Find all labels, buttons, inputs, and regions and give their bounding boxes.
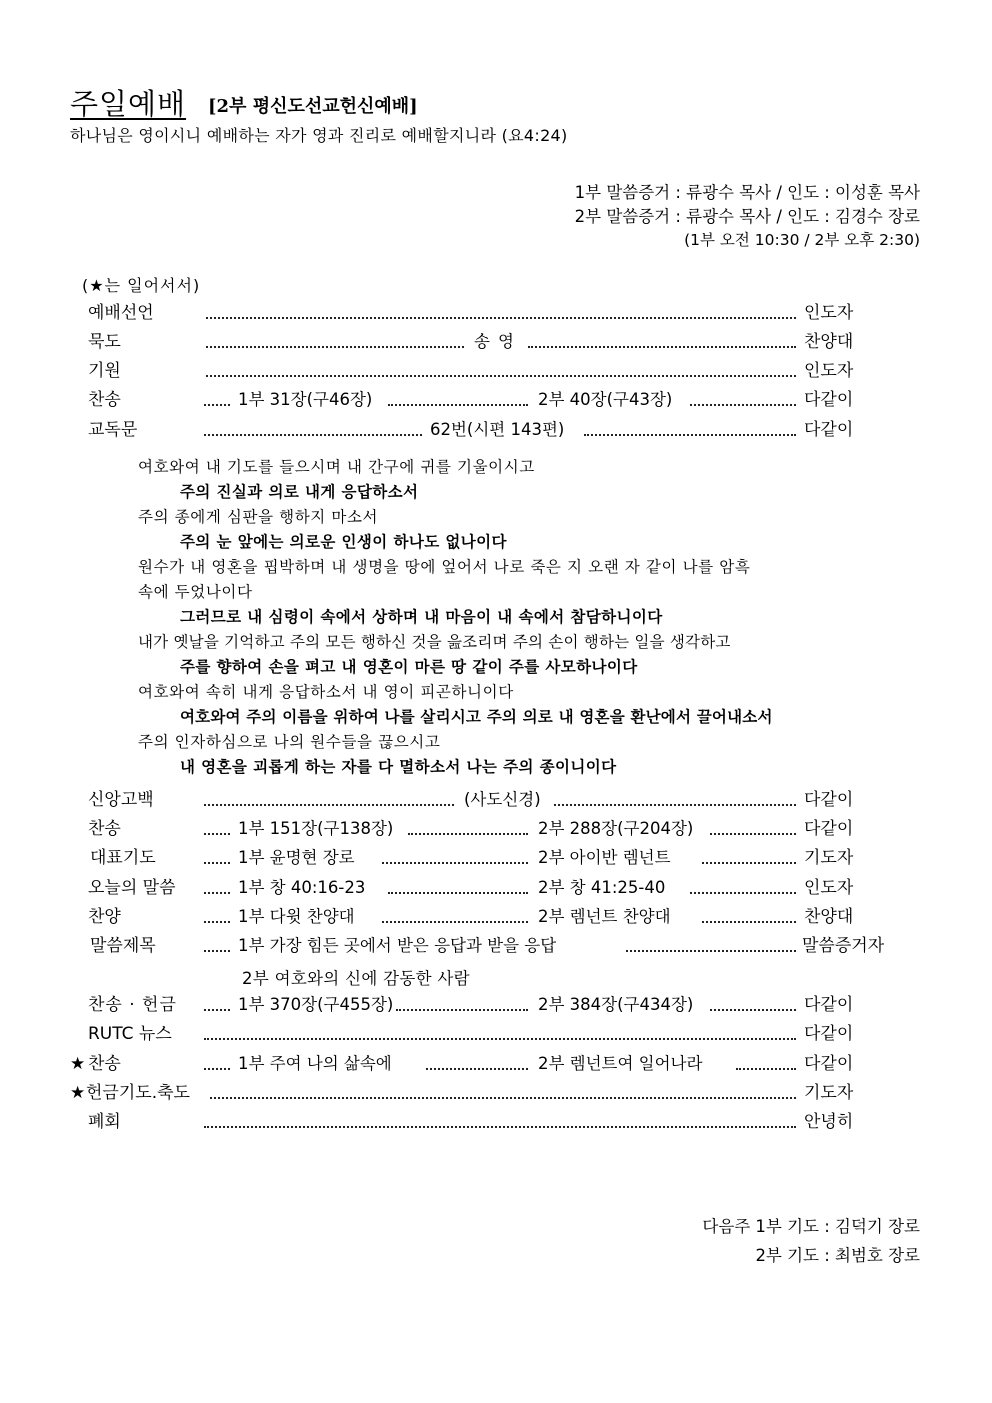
reading-line-response: 여호와여 주의 이름을 위하여 나를 살리시고 주의 의로 내 영혼을 환난에서 끌어내소서 (180, 708, 773, 726)
order-label: 찬송 (88, 1054, 121, 1074)
dotted-leader (584, 434, 796, 436)
service-times: (1부 오전 10:30 / 2부 오후 2:30) (684, 231, 920, 249)
dotted-leader (204, 1068, 230, 1070)
order-role: 안녕히 (804, 1112, 854, 1132)
dotted-leader (204, 804, 454, 806)
reading-line: 원수가 내 영혼을 핍박하며 내 생명을 땅에 엎어서 나로 죽은 지 오랜 자 같이 나를 암흑 (138, 558, 751, 576)
order-role: 다같이 (804, 790, 854, 810)
order-label: 찬송 · 헌금 (88, 995, 177, 1015)
order-row-scripture (70, 873, 896, 903)
dotted-leader (382, 862, 528, 864)
standing-star-icon: ★ (70, 1083, 86, 1103)
dotted-leader (204, 921, 230, 923)
order-row-hymn-1 (70, 385, 896, 415)
order-middle: (사도신경) (464, 790, 541, 809)
dotted-leader (206, 375, 796, 377)
order-label: 폐회 (88, 1112, 121, 1132)
standing-star-icon: ★ (70, 1054, 86, 1074)
reading-line-response: 주의 눈 앞에는 의로운 인생이 하나도 없나이다 (180, 533, 507, 551)
reading-line: 주의 인자하심으로 나의 원수들을 끊으시고 (138, 733, 441, 751)
order-label: 말씀제목 (90, 936, 156, 956)
order-label: 기원 (88, 361, 121, 381)
dotted-leader (528, 346, 796, 348)
dotted-leader (204, 1009, 230, 1011)
order-part-2: 2부 창 41:25-40 (538, 878, 666, 897)
page-title: 주일예배 (70, 87, 187, 121)
order-role: 다같이 (804, 1054, 854, 1074)
order-label: 찬양 (88, 907, 121, 927)
order-label: 찬송 (88, 390, 121, 410)
order-row-creed (70, 785, 896, 815)
order-row-anthem (70, 902, 896, 932)
dotted-leader (204, 1038, 796, 1040)
order-role: 기도자 (804, 1083, 854, 1103)
dotted-leader (204, 434, 422, 436)
order-label: 오늘의 말씀 (88, 878, 176, 898)
standing-note: (★는 일어서서) (82, 276, 201, 295)
order-part-2: 2부 렘넌트 찬양대 (538, 907, 671, 926)
dotted-leader (396, 1009, 528, 1011)
order-middle: 62번(시편 143편) (430, 420, 565, 439)
order-part-1: 1부 370장(구455장) (238, 995, 394, 1014)
order-part-2: 2부 아이반 렘넌트 (538, 848, 671, 867)
order-row-closing (70, 1107, 896, 1137)
dotted-leader (206, 317, 796, 319)
order-row-news (70, 1019, 896, 1049)
dotted-leader (204, 404, 230, 406)
dotted-leader (702, 862, 796, 864)
reading-line: 주의 종에게 심판을 행하지 마소서 (138, 508, 379, 526)
order-role: 말씀증거자 (802, 936, 885, 956)
order-role: 인도자 (804, 303, 854, 323)
order-middle: 송영 (474, 332, 522, 351)
order-role: 다같이 (804, 420, 854, 440)
order-row-declaration (70, 298, 896, 328)
order-part-1: 1부 창 40:16-23 (238, 878, 366, 897)
order-role: 다같이 (804, 1024, 854, 1044)
dotted-leader (204, 892, 230, 894)
order-label: RUTC 뉴스 (88, 1024, 172, 1044)
order-label: 교독문 (88, 420, 138, 440)
dotted-leader (690, 892, 796, 894)
reading-line-response: 내 영혼을 괴롭게 하는 자를 다 멸하소서 나는 주의 종이니이다 (180, 758, 617, 776)
dotted-leader (710, 1009, 796, 1011)
reading-line: 내가 옛날을 기억하고 주의 모든 행하신 것을 읊조리며 주의 손이 행하는 일을 생각하고 (138, 633, 731, 651)
order-part-2: 2부 40장(구43장) (538, 390, 673, 409)
order-part-2: 2부 288장(구204장) (538, 819, 694, 838)
order-row-offering-prayer (70, 1078, 896, 1108)
order-label: 찬송 (88, 819, 121, 839)
order-role: 찬양대 (804, 332, 854, 352)
order-label: 대표기도 (90, 848, 156, 868)
preacher-info-1: 1부 말씀증거 : 류광수 목사 / 인도 : 이성훈 목사 (574, 183, 920, 202)
dotted-leader (554, 804, 796, 806)
order-row-offering (70, 990, 896, 1020)
order-part-1: 1부 다윗 찬양대 (238, 907, 355, 926)
reading-line: 여호와여 속히 내게 응답하소서 내 영이 피곤하니이다 (138, 683, 514, 701)
reading-line: 여호와여 내 기도를 들으시며 내 간구에 귀를 기울이시고 (138, 458, 535, 476)
order-label: 묵도 (88, 332, 121, 352)
order-role: 찬양대 (804, 907, 854, 927)
dotted-leader (388, 892, 528, 894)
order-part-1: 1부 윤명현 장로 (238, 848, 355, 867)
dotted-leader (626, 950, 796, 952)
order-part-2: 2부 384장(구434장) (538, 995, 694, 1014)
order-row-hymn-3 (70, 1049, 896, 1079)
dotted-leader (204, 833, 230, 835)
order-role: 다같이 (804, 995, 854, 1015)
preacher-info-2: 2부 말씀증거 : 류광수 목사 / 인도 : 김경수 장로 (574, 207, 920, 226)
dotted-leader (426, 1068, 528, 1070)
dotted-leader (204, 950, 230, 952)
dotted-leader (736, 1068, 796, 1070)
dotted-leader (204, 1126, 796, 1128)
order-row-invocation (70, 356, 896, 386)
order-role: 기도자 (804, 848, 854, 868)
order-row-responsive (70, 415, 896, 445)
order-label: 신앙고백 (88, 790, 154, 810)
order-role: 다같이 (804, 819, 854, 839)
order-role: 인도자 (804, 361, 854, 381)
reading-line-response: 주를 향하여 손을 펴고 내 영혼이 마른 땅 같이 주를 사모하나이다 (180, 658, 638, 676)
order-part-1: 1부 가장 힘든 곳에서 받은 응답과 받을 응답 (238, 936, 557, 955)
order-part-1: 1부 주여 나의 삶속에 (238, 1054, 392, 1073)
theme-verse: 하나님은 영이시니 예배하는 자가 영과 진리로 예배할지니라 (요4:24) (70, 126, 568, 145)
sermon-title-part-2: 2부 여호와의 신에 감동한 사람 (242, 969, 470, 988)
order-row-prayer (70, 843, 896, 873)
reading-line: 속에 두었나이다 (138, 583, 253, 601)
order-row-hymn-2 (70, 814, 896, 844)
order-label: 헌금기도.축도 (86, 1083, 190, 1103)
order-row-sermon (70, 931, 896, 961)
dotted-leader (690, 404, 796, 406)
order-part-2: 2부 렘넌트여 일어나라 (538, 1054, 703, 1073)
order-label: 예배선언 (88, 303, 154, 323)
next-week-prayer-2: 2부 기도 : 최범호 장로 (755, 1246, 920, 1265)
dotted-leader (710, 833, 796, 835)
order-part-1: 1부 31장(구46장) (238, 390, 373, 409)
reading-line-response: 주의 진실과 의로 내게 응답하소서 (180, 483, 419, 501)
dotted-leader (382, 921, 528, 923)
dotted-leader (204, 862, 230, 864)
dotted-leader (702, 921, 796, 923)
dotted-leader (408, 833, 528, 835)
service-subtitle: [2부 평신도선교헌신예배] (208, 96, 418, 117)
dotted-leader (388, 404, 528, 406)
dotted-leader (206, 346, 464, 348)
next-week-prayer-1: 다음주 1부 기도 : 김덕기 장로 (702, 1217, 920, 1236)
order-role: 다같이 (804, 390, 854, 410)
dotted-leader (210, 1097, 796, 1099)
order-row-silent-prayer (70, 327, 896, 357)
order-part-1: 1부 151장(구138장) (238, 819, 394, 838)
order-role: 인도자 (804, 878, 854, 898)
reading-line-response: 그러므로 내 심령이 속에서 상하며 내 마음이 내 속에서 참담하니이다 (180, 608, 663, 626)
